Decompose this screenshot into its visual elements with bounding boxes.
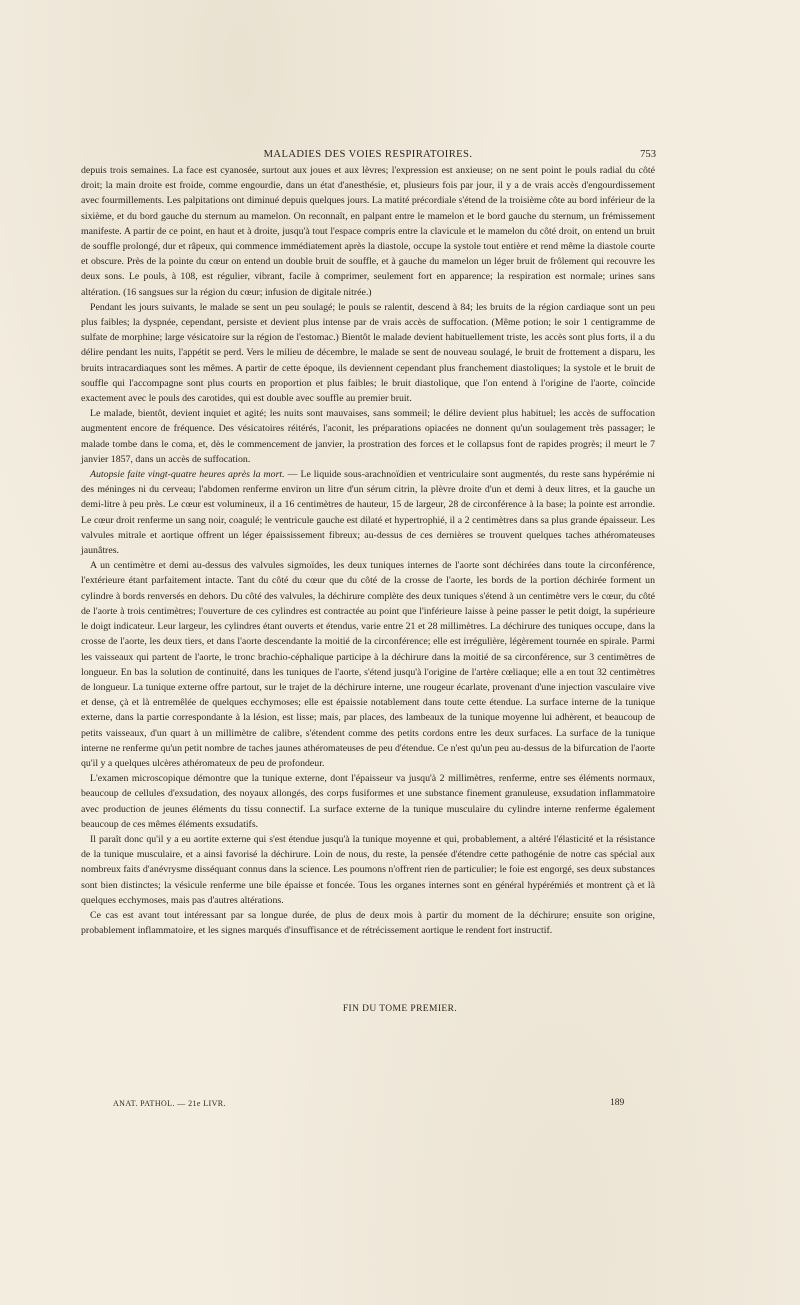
paragraph: Le malade, bientôt, devient inquiet et agité; les nuits sont mauvaises, sans sommeil; le délire devient plus habituel; les accès de suffocation augmentent encore de fréquence. Des vésicatoires réitérés, l'aconit, les préparations opiacées ne donnent qu'un soulagement très passager; le malade tombe dans le coma, et, dès le commencement de janvier, la prostration des forces et le collapsus font de rapides progrès; il meurt le 7 janvier 1857, dans un accès de suffocation.: [81, 408, 655, 465]
paragraph-autopsy: [81, 467, 655, 558]
body-text: [81, 163, 655, 938]
paragraph: Pendant les jours suivants, le malade se sent un peu soulagé; le pouls se ralentit, descend à 84; les bruits de la région cardiaque sont un peu plus faibles; la dyspnée, cependant, persiste et devient plus intense par de vrais accès de suffocation. (Même potion; le soir 1 centigramme de sulfate de morphine; large vésicatoire sur la région de l'estomac.) Bientôt le malade devient habituellement triste, les accès sont plus forts, il a du délire pendant les nuits, l'appétit se perd. Vers le milieu de décembre, le malade se sent de nouveau soulagé, le bruit de frottement a disparu, les bruits intracardiaques sont les mêmes. A partir de cette époque, ils deviennent cependant plus franchement diastoliques; la systole et le bruit de souffle qui l'accompagne sont plus courts en proportion et plus faibles; le bruit diastolique, que l'on entend à l'origine de l'aorte, coïncide exactement avec le pouls des carotides, qui est double avec souffle au premier bruit.: [81, 301, 655, 405]
end-note: FIN DU TOME PREMIER.: [342, 1004, 458, 1014]
footer-signature: ANAT. PATHOL. — 21e LIVR.: [113, 1099, 226, 1108]
page-number: 753: [640, 149, 656, 160]
paragraph: Il paraît donc qu'il y a eu aortite externe qui s'est étendue jusqu'à la tunique moyenne et qui, probablement, a altéré l'élasticité et la résistance de la tunique musculaire, et a ainsi favorisé la déchirure. Loin de nous, du reste, la pensée d'étendre cette pathogénie de notre cas spécial aux nombreux faits d'anévrysme disséquant connus dans la science. Les poumons n'offrent rien de particulier; le foie est engorgé, ses deux substances sont bien distinctes; la vésicule renferme une bile épaisse et foncée. Tous les organes internes sont en général hypérémiés et montrent çà et là quelques ecchymoses, mais pas d'autres altérations.: [81, 833, 655, 906]
footer-sheet-number: 189: [610, 1098, 625, 1108]
running-title: MALADIES DES VOIES RESPIRATOIRES.: [263, 149, 473, 160]
paragraph-text: — Le liquide sous-arachnoïdien et ventriculaire sont augmentés, du reste sans hypérémie ni des méninges ni du cerveau; l'abdomen renferme environ un litre d'un sérum citrin, la plèvre droite d'un et demi à deux litres, et la gauche un demi-litre à peu près. Le cœur est volumineux, il a 16 centimètres de hauteur, 15 de largeur, 28 de circonférence à la base; la pointe est arrondie. Le cœur droit renferme un sang noir, coagulé; le ventricule gauche est dilaté et hypertrophié, il a 2 centimètres dans sa plus grande épaisseur. Les valvules mitrale et aortique offrent un léger épaississement fibreux; au-dessus de ces dernières se trouvent quelques taches athéromateuses jaunâtres.: [81, 469, 655, 557]
paragraph: depuis trois semaines. La face est cyanosée, surtout aux joues et aux lèvres; l'expression est anxieuse; on ne sent point le pouls radial du côté droit; la main droite est froide, comme engourdie, dans un état d'anesthésie, et, plusieurs fois par jour, il y a de vrais accès d'engourdissement avec fourmillements. Les palpitations ont diminué depuis quelques jours. La matité précordiale s'étend de la troisième côte au bord inférieur de la sixième, et du bord gauche du sternum au mamelon. On reconnaît, en palpant entre le mamelon et le bord gauche du sternum, un frémissement manifeste. A partir de ce point, en haut et à droite, jusqu'à tout l'espace compris entre la clavicule et le mamelon du côté droit, on entend un bruit de souffle prolongé, dur et râpeux, qui commence immédiatement après la diastole, occupe la systole tout entière et rend même la diastole courte et obscure. Près de la pointe du cœur on entend un double bruit de souffle, et à gauche du mamelon un léger bruit de frôlement qui recouvre les deux sons. Le pouls, à 108, est régulier, vibrant, facile à comprimer, seulement fort en apparence; la respiration est normale; urines sans altération. (16 sangsues sur la région du cœur; infusion de digitale nitrée.): [81, 165, 655, 298]
paragraph: L'examen microscopique démontre que la tunique externe, dont l'épaisseur va jusqu'à 2 millimètres, renferme, entre ses éléments normaux, beaucoup de cellules d'exsudation, des noyaux allongés, des corps fusiformes et une substance finement granuleuse, exsudation inflammatoire avec production de jeunes éléments du tissu connectif. La surface externe de la tunique musculaire du cylindre interne renferme également beaucoup de ces mêmes éléments exsudatifs.: [81, 773, 655, 830]
autopsy-heading: Autopsie faite vingt-quatre heures après la mort.: [90, 469, 285, 481]
paragraph: Ce cas est avant tout intéressant par sa longue durée, de plus de deux mois à partir du moment de la déchirure; ensuite son origine, probablement inflammatoire, et les signes marqués d'insuffisance et de rétrécissement aortique le rendent fort instructif.: [81, 909, 655, 937]
running-header: [80, 149, 656, 163]
paragraph: A un centimètre et demi au-dessus des valvules sigmoïdes, les deux tuniques internes de l'aorte sont déchirées dans toute la circonférence, l'extérieure étant parfaitement intacte. Tant du côté du cœur que du côté de la crosse de l'aorte, les bords de la portion déchirée forment un cylindre à bords renversés en dehors. Du côté des valvules, la déchirure complète des deux tuniques s'étend à un centimètre vers le cœur, du côté de l'aorte à trois centimètres; l'ouverture de ces cylindres est contractée au point que l'inférieure laisse à peine passer le petit doigt, la supérieure le doigt indicateur. Leur largeur, les cylindres étant ouverts et étendus, varie entre 21 et 28 millimètres. La déchirure des tuniques occupe, dans la crosse de l'aorte, les deux tiers, et dans l'aorte descendante la moitié de la circonférence; elle est irrégulière, légèrement tournée en spirale. Parmi les vaisseaux qui partent de l'aorte, le tronc brachio-céphalique participe à la déchirure dans la moitié de sa circonférence, sur 3 centimètres de longueur. En bas la solution de continuité, dans les tuniques de l'aorte, s'étend jusqu'à l'origine de l'artère cœliaque; elle a en tout 32 centimètres de longueur. La tunique externe offre partout, sur le trajet de la déchirure interne, une rougeur écarlate, provenant d'une injection vasculaire vive et dense, çà et là entremêlée de quelques ecchymoses; elle est épaissie notablement dans toute cette étendue. La surface interne de la tunique externe, dans la partie correspondante à la lésion, est lisse; mais, par places, des lambeaux de la tunique moyenne lui adhèrent, et beaucoup de petits vaisseaux, d'un quart à un millimètre de calibre, s'étendent comme des petits cordons entre les deux surfaces. La surface de la tunique interne ne renferme qu'un petit nombre de taches jaunes athéromateuses de peu d'étendue. Ce n'est qu'un peu au-dessus de la bifurcation de l'aorte qu'il y a quelques ulcères athéromateux de peu de profondeur.: [81, 560, 655, 769]
